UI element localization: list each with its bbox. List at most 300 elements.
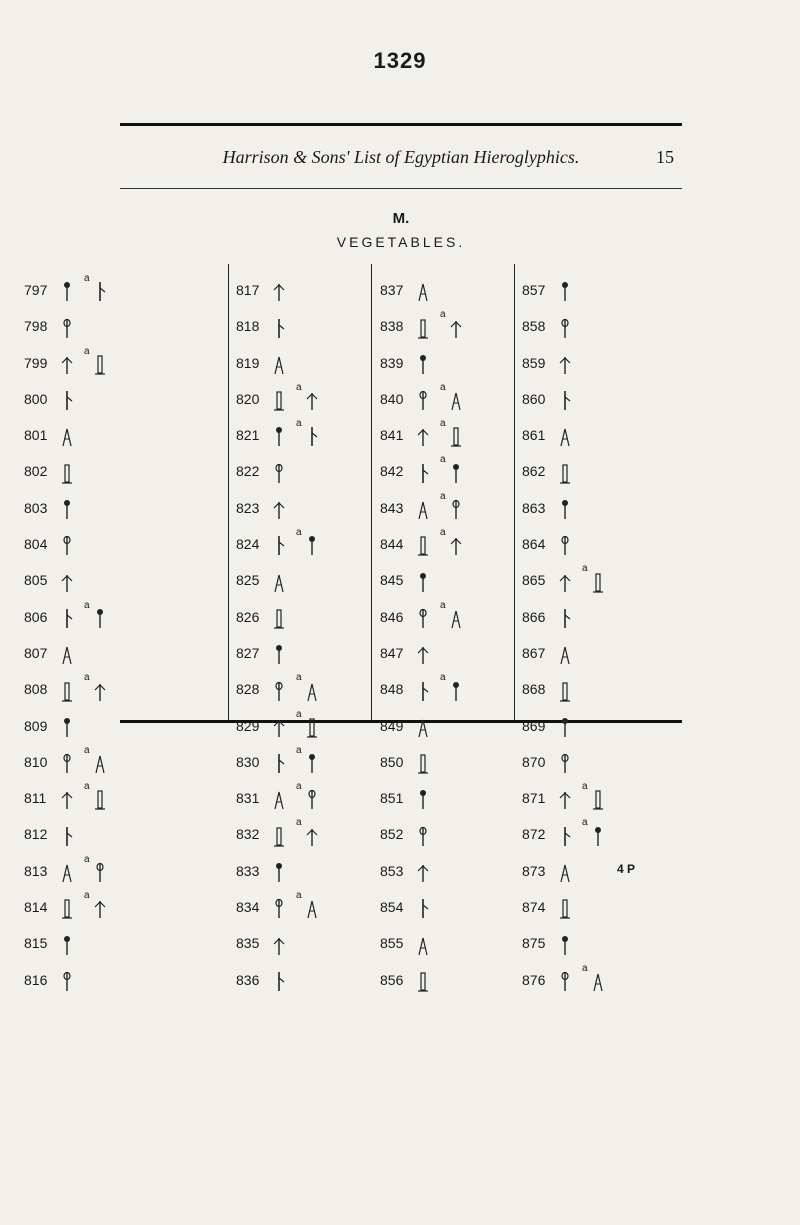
glyph-number: 841 [380,427,404,444]
glyph-entry [522,962,605,998]
glyph-entry [24,526,107,562]
variant-marker: a [582,563,588,575]
glyph-number: 855 [380,935,404,952]
glyph-entry [380,708,463,744]
hieroglyph-variant-icon [305,425,319,447]
glyph-entry [236,345,319,381]
glyph-number: 874 [522,899,546,916]
variant-marker: a [84,744,90,756]
glyph-number: 854 [380,899,404,916]
glyph-entry [236,490,319,526]
hieroglyph-icon [416,752,430,774]
glyph-entry [24,889,107,925]
glyph-variant [296,816,319,852]
hieroglyph-icon [558,825,572,847]
glyph-entry [236,453,319,489]
glyph-number: 837 [380,282,404,298]
glyph-number: 812 [24,826,48,843]
glyph-variant [296,381,319,417]
glyph-entry [236,889,319,925]
hieroglyph-variant-icon [93,897,107,919]
glyph-number: 833 [236,862,260,879]
glyph-number: 823 [236,499,260,516]
glyph-number: 830 [236,753,260,770]
hieroglyph-icon [416,607,430,629]
glyph-entry [24,381,107,417]
glyph-entry [380,272,463,308]
glyph-number: 801 [24,427,48,444]
hieroglyph-icon [272,498,286,520]
hieroglyph-icon [60,643,74,665]
glyph-entry [380,308,463,344]
hieroglyph-icon [272,280,286,302]
glyph-variant [296,744,319,780]
glyph-entry [522,562,605,598]
hieroglyph-variant-icon [93,680,107,702]
glyph-entry [522,889,605,925]
glyph-number: 834 [236,899,260,916]
glyph-entry [236,599,319,635]
hieroglyph-icon [558,353,572,375]
variant-marker: a [84,890,90,902]
glyph-entry [380,962,463,998]
glyph-entry [236,708,319,744]
glyph-number: 860 [522,390,546,407]
hieroglyph-variant-icon [93,861,107,883]
glyph-entry [24,708,107,744]
glyph-entry [522,345,605,381]
glyph-variant [84,853,107,889]
glyph-number: 810 [24,753,48,770]
glyph-number: 826 [236,608,260,625]
glyph-entry [24,308,107,344]
glyph-variant [582,816,605,852]
glyph-entry [24,562,107,598]
glyph-number: 875 [522,935,546,952]
hieroglyph-icon [558,861,572,883]
glyph-variant [582,962,605,998]
variant-marker: a [84,273,90,284]
column-divider [371,264,372,720]
glyph-number: 839 [380,354,404,371]
hieroglyph-icon [272,934,286,956]
variant-marker: a [84,599,90,611]
variant-marker: a [296,708,302,720]
column-2 [236,272,319,998]
variant-marker: a [440,672,446,684]
hieroglyph-icon [416,716,430,738]
glyph-entry [24,744,107,780]
hieroglyph-icon [60,680,74,702]
glyph-entry [236,381,319,417]
glyph-number: 836 [236,971,260,988]
glyph-variant [84,744,107,780]
glyph-entry [380,599,463,635]
hieroglyph-variant-icon [305,534,319,556]
glyph-entry [24,925,107,961]
hieroglyph-icon [60,861,74,883]
hieroglyph-icon [272,825,286,847]
glyph-number: 845 [380,572,404,589]
glyph-entry [24,780,107,816]
glyph-entry [24,272,107,308]
hieroglyph-variant-icon [93,788,107,810]
glyph-number: 808 [24,681,48,698]
variant-marker: a [440,309,446,321]
hieroglyph-icon [416,462,430,484]
glyph-number: 859 [522,354,546,371]
hieroglyph-icon [272,534,286,556]
column-divider [514,264,515,720]
hieroglyph-icon [558,680,572,702]
hieroglyph-variant-icon [305,680,319,702]
glyph-entry [522,381,605,417]
hieroglyph-icon [416,970,430,992]
hieroglyph-icon [272,317,286,339]
glyph-number: 815 [24,935,48,952]
glyph-variant [440,381,463,417]
running-header-title: Harrison & Sons' List of Egyptian Hieroglyphics. [222,147,580,167]
column-divider [228,264,229,720]
glyph-entry [24,671,107,707]
glyph-number: 821 [236,427,260,444]
hieroglyph-icon [416,825,430,847]
hieroglyph-icon [272,353,286,375]
glyph-number: 804 [24,536,48,553]
glyph-entry [380,381,463,417]
glyph-entry [522,925,605,961]
glyph-entry [380,490,463,526]
hieroglyph-icon [272,462,286,484]
glyph-entry [236,272,319,308]
hieroglyph-icon [60,607,74,629]
hieroglyph-icon [558,389,572,411]
glyph-number: 853 [380,862,404,879]
glyph-number: 816 [24,971,48,988]
variant-marker: a [296,744,302,756]
hieroglyph-icon [416,680,430,702]
hieroglyph-icon [416,897,430,919]
glyph-variant [296,780,319,816]
glyph-number: 828 [236,681,260,698]
glyph-number: 844 [380,536,404,553]
glyph-entry [380,562,463,598]
glyph-entry [380,526,463,562]
glyph-entry [522,708,605,744]
hieroglyph-icon [272,861,286,883]
glyph-entry [24,635,107,671]
hieroglyph-variant-icon [449,462,463,484]
glyph-number: 868 [522,681,546,698]
glyph-number: 827 [236,644,260,661]
glyph-number: 831 [236,790,260,807]
glyph-number: 832 [236,826,260,843]
glyph-number: 825 [236,572,260,589]
hieroglyph-icon [60,752,74,774]
glyph-number: 857 [522,282,546,298]
glyph-number: 797 [24,282,48,298]
running-header-page: 15 [656,147,674,167]
column-1 [24,272,107,998]
glyph-number: 838 [380,318,404,335]
glyph-number: 819 [236,354,260,371]
hieroglyph-variant-icon [305,788,319,810]
variant-marker: a [296,817,302,829]
glyph-number: 870 [522,753,546,770]
glyph-entry [236,671,319,707]
glyph-variant [440,490,463,526]
glyph-variant [582,780,605,816]
glyph-number: 806 [24,608,48,625]
hieroglyph-icon [272,897,286,919]
hieroglyph-icon [60,498,74,520]
glyph-number: 867 [522,644,546,661]
hieroglyph-icon [60,534,74,556]
hieroglyph-icon [60,280,74,302]
glyph-number: 852 [380,826,404,843]
variant-marker: a [440,490,446,502]
hieroglyph-icon [60,425,74,447]
variant-marker: a [296,781,302,793]
glyph-entry [522,453,605,489]
glyph-entry [522,816,605,852]
hieroglyph-icon [416,389,430,411]
glyph-number: 863 [522,499,546,516]
hieroglyph-icon [558,752,572,774]
glyph-variant [440,671,463,707]
hieroglyph-icon [558,462,572,484]
glyph-entry [522,272,605,308]
hieroglyph-variant-icon [305,389,319,411]
hieroglyph-icon [416,934,430,956]
glyph-entry [522,635,605,671]
glyph-entry [380,853,463,889]
hieroglyph-variant-icon [591,788,605,810]
glyph-entry [380,925,463,961]
hieroglyph-icon [558,571,572,593]
glyph-entry [236,962,319,998]
glyph-number: 876 [522,971,546,988]
variant-marker: a [84,781,90,793]
glyph-number: 829 [236,717,260,734]
glyph-entry [380,635,463,671]
glyph-number: 871 [522,790,546,807]
glyph-entry [522,744,605,780]
glyph-entry [380,816,463,852]
glyph-entry [380,780,463,816]
variant-marker: a [440,381,446,393]
glyph-variant [440,526,463,562]
hieroglyph-icon [558,643,572,665]
glyph-entry [522,308,605,344]
hieroglyph-icon [558,970,572,992]
glyph-number: 803 [24,499,48,516]
hieroglyph-icon [558,280,572,302]
hieroglyph-icon [60,897,74,919]
hieroglyph-icon [272,970,286,992]
glyph-entry [24,962,107,998]
glyph-variant [440,417,463,453]
hieroglyph-icon [60,970,74,992]
glyph-number: 802 [24,463,48,480]
variant-marker: a [582,962,588,974]
hieroglyph-icon [558,498,572,520]
hieroglyph-icon [60,462,74,484]
glyph-number: 843 [380,499,404,516]
glyph-number: 850 [380,753,404,770]
glyph-number: 814 [24,899,48,916]
hieroglyph-icon [416,425,430,447]
glyph-entry [522,417,605,453]
glyph-variant [84,345,107,381]
variant-marker: a [84,672,90,684]
glyph-entry [236,816,319,852]
glyph-variant [440,599,463,635]
hieroglyph-icon [272,752,286,774]
glyph-number: 858 [522,318,546,335]
glyph-number: 862 [522,463,546,480]
hieroglyph-icon [558,425,572,447]
glyph-entry [24,345,107,381]
glyph-number: 809 [24,717,48,734]
hieroglyph-variant-icon [305,752,319,774]
variant-marker: a [582,781,588,793]
glyph-entry [24,816,107,852]
glyph-number: 847 [380,644,404,661]
hieroglyph-icon [272,425,286,447]
hieroglyph-icon [416,280,430,302]
glyph-number: 865 [522,572,546,589]
glyph-entry [522,671,605,707]
glyph-number: 807 [24,644,48,661]
hieroglyph-icon [416,571,430,593]
hieroglyph-variant-icon [449,317,463,339]
hieroglyph-icon [416,534,430,556]
hieroglyph-variant-icon [93,607,107,629]
glyph-entry [522,599,605,635]
glyph-entry [236,417,319,453]
glyph-entry [236,853,319,889]
glyph-number: 861 [522,427,546,444]
hieroglyph-icon [416,861,430,883]
glyph-number: 864 [522,536,546,553]
glyph-entry [380,889,463,925]
hieroglyph-icon [558,788,572,810]
hieroglyph-icon [558,534,572,556]
glyph-number: 811 [24,790,47,807]
glyph-number: 840 [380,390,404,407]
glyph-number: 805 [24,572,48,589]
glyph-number: 851 [380,790,404,807]
hieroglyph-icon [60,353,74,375]
glyph-number: 856 [380,971,404,988]
glyph-variant [84,889,107,925]
glyph-variant [440,308,463,344]
variant-marker: a [440,527,446,539]
glyph-entry [522,490,605,526]
section-title: VEGETABLES. [336,234,466,250]
glyph-entry [24,490,107,526]
hieroglyph-icon [558,934,572,956]
hieroglyph-icon [272,643,286,665]
hieroglyph-variant-icon [591,571,605,593]
glyph-entry [24,453,107,489]
hieroglyph-variant-icon [305,897,319,919]
glyph-variant [296,889,319,925]
variant-marker: a [296,890,302,902]
variant-marker: a [582,817,588,829]
hieroglyph-variant-icon [449,389,463,411]
glyph-variant [296,417,319,453]
hieroglyph-icon [272,680,286,702]
hieroglyph-icon [558,317,572,339]
glyph-number: 848 [380,681,404,698]
hieroglyph-variant-icon [591,825,605,847]
glyph-variant [84,671,107,707]
hieroglyph-icon [416,317,430,339]
glyph-variant [84,599,107,635]
hieroglyph-icon [60,934,74,956]
column-3 [380,272,463,998]
glyph-entry [380,671,463,707]
hieroglyph-variant-icon [93,280,107,302]
glyph-number: 842 [380,463,404,480]
hieroglyph-icon [272,716,286,738]
hieroglyph-icon [272,389,286,411]
glyph-entry [24,417,107,453]
glyph-entry [24,599,107,635]
hieroglyph-icon [60,317,74,339]
hieroglyph-variant-icon [93,353,107,375]
glyph-number: 873 [522,862,546,879]
hieroglyph-icon [60,571,74,593]
glyph-variant [296,708,319,744]
glyph-number: 800 [24,390,48,407]
glyph-entry [236,925,319,961]
hieroglyph-icon [60,389,74,411]
variant-marker: a [296,527,302,539]
glyph-number: 799 [24,354,48,371]
glyph-variant [296,526,319,562]
hieroglyph-variant-icon [449,680,463,702]
glyph-number: 835 [236,935,260,952]
glyph-entry [236,744,319,780]
hieroglyph-icon [558,897,572,919]
variant-marker: a [440,418,446,430]
glyph-variant [84,780,107,816]
glyph-entry [236,526,319,562]
hieroglyph-icon [272,607,286,629]
hieroglyph-variant-icon [449,498,463,520]
glyph-entry [236,308,319,344]
hieroglyph-icon [416,498,430,520]
glyph-number: 824 [236,536,260,553]
glyph-entry [380,744,463,780]
hieroglyph-icon [60,788,74,810]
glyph-number: 866 [522,608,546,625]
hieroglyph-icon [60,825,74,847]
glyph-entry [522,526,605,562]
glyph-variant [440,453,463,489]
glyph-number: 869 [522,717,546,734]
section-letter: M. [392,210,410,227]
glyph-entry [236,780,319,816]
glyph-number: 818 [236,318,260,335]
variant-marker: a [296,418,302,430]
hieroglyph-variant-icon [305,825,319,847]
hieroglyph-variant-icon [591,970,605,992]
glyph-number: 820 [236,390,260,407]
